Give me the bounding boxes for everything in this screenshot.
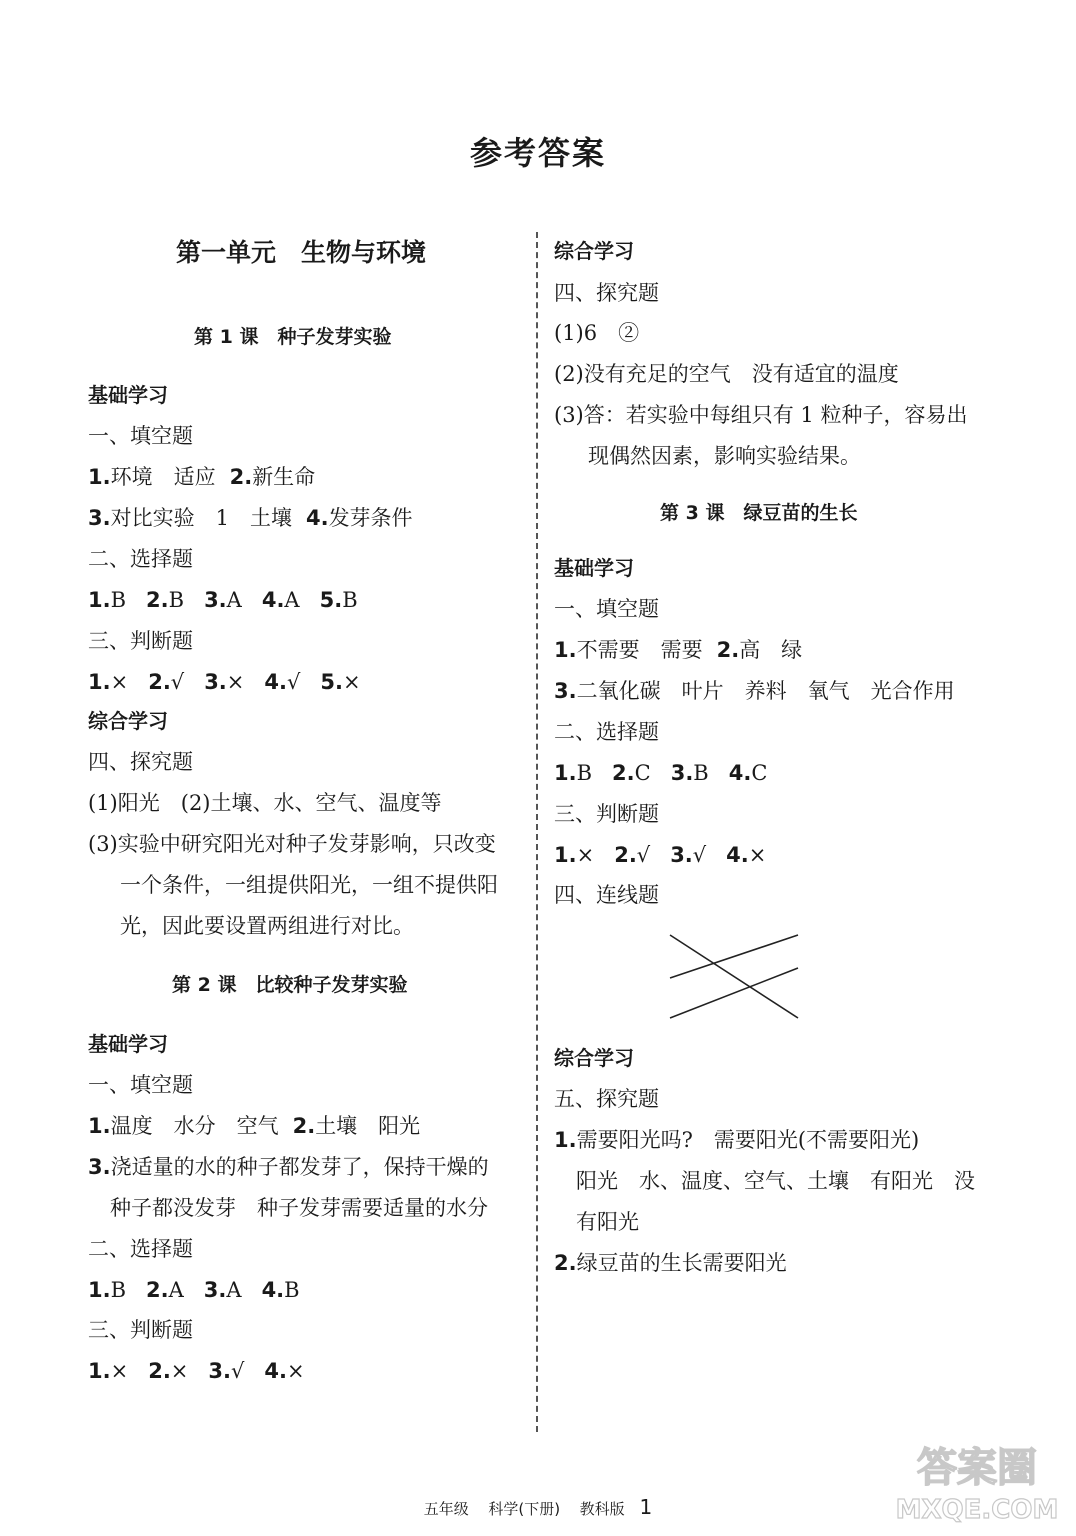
lesson3-choice-head: 二、选择题 [554,720,659,744]
lesson1-inq-head: 四、探究题 [88,750,193,774]
svg-text:MXQE.COM: MXQE.COM [895,1495,1059,1525]
lesson3-fill-line3: 3.二氧化碳 叶片 养料 氧气 光合作用 [554,679,955,703]
lesson2-comp: 综合学习 [554,239,634,263]
lesson2-inq-2: (2)没有充足的空气 没有适宜的温度 [554,362,899,386]
lesson3-inq-1b: 阳光 水、温度、空气、土壤 有阳光 没 [576,1169,975,1193]
lesson1-fill-head: 一、填空题 [88,424,193,448]
footer-subject: 科学(下册) [488,1500,561,1518]
lesson2-inq-head: 四、探究题 [554,281,659,305]
lesson1-judge: 1.× 2.√ 3.× 4.√ 5.× [88,670,361,694]
lesson2-fill-line3a: 3.浇适量的水的种子都发芽了，保持干燥的 [88,1155,489,1179]
footer-grade: 五年级 [423,1500,469,1518]
lesson3-inq-1c: 有阳光 [576,1210,639,1234]
match-line-2 [670,935,798,978]
lesson1-inq-1: (1)阳光 (2)土壤、水、空气、温度等 [88,791,442,815]
lesson2-fill-line3b: 种子都没发芽 种子发芽需要适量的水分 [110,1196,488,1220]
lesson1-fill-line1: 1.环境 适应 2.新生命 [88,465,316,489]
lesson2-inq-1: (1)6 ② [554,321,640,345]
lesson2-inq-3b: 现偶然因素，影响实验结果。 [588,444,861,468]
svg-text:答案圈: 答案圈 [917,1445,1037,1491]
lesson2-inq-3a: (3)答：若实验中每组只有 1 粒种子，容易出 [554,403,968,427]
column-divider [536,232,538,1432]
lesson1-judge-head: 三、判断题 [88,629,193,653]
lesson3-basic: 基础学习 [554,556,634,580]
lesson1-title: 第 1 课 种子发芽实验 [194,326,392,348]
lesson3-choice: 1.B 2.C 3.B 4.C [554,761,768,785]
lesson1-fill-line2: 3.对比实验 1 土壤 4.发芽条件 [88,506,413,530]
lesson2-choice: 1.B 2.A 3.A 4.B [88,1278,300,1302]
lesson1-comp: 综合学习 [88,709,168,733]
lesson2-judge-head: 三、判断题 [88,1318,193,1342]
lesson1-inq-3a: (3)实验中研究阳光对种子发芽影响，只改变 [88,832,496,856]
lesson3-inq-head: 五、探究题 [554,1087,659,1111]
lesson1-choice: 1.B 2.B 3.A 4.A 5.B [88,588,358,612]
lesson2-fill-line1: 1.温度 水分 空气 2.土壤 阳光 [88,1114,421,1138]
lesson3-judge: 1.× 2.√ 3.√ 4.× [554,843,767,867]
page-title: 参考答案 [469,134,606,172]
lesson3-fill-head: 一、填空题 [554,597,659,621]
unit-title: 第一单元 生物与环境 [176,238,427,267]
lesson3-fill-line1: 1.不需要 需要 2.高 绿 [554,638,803,662]
matching-lines-diagram [665,930,805,1025]
lesson3-inq-2: 2.绿豆苗的生长需要阳光 [554,1251,787,1275]
lesson3-title: 第 3 课 绿豆苗的生长 [660,502,858,524]
footer-edition: 教科版 [579,1500,625,1518]
lesson2-title: 第 2 课 比较种子发芽实验 [172,974,408,996]
lesson2-choice-head: 二、选择题 [88,1237,193,1261]
watermark-logo [889,1436,1064,1526]
lesson2-basic: 基础学习 [88,1032,168,1056]
lesson1-inq-3c: 光，因此要设置两组进行对比。 [120,914,414,938]
lesson2-fill-head: 一、填空题 [88,1073,193,1097]
lesson3-inq-1a: 1.需要阳光吗? 需要阳光(不需要阳光) [554,1128,920,1152]
lesson1-inq-3b: 一个条件，一组提供阳光，一组不提供阳 [120,873,498,897]
lesson3-comp: 综合学习 [554,1046,634,1070]
lesson1-choice-head: 二、选择题 [88,547,193,571]
match-line-1 [670,935,798,1018]
page-number: 1 [639,1495,653,1519]
lesson3-match-head: 四、连线题 [554,883,659,907]
lesson1-basic: 基础学习 [88,383,168,407]
lesson3-judge-head: 三、判断题 [554,802,659,826]
match-line-3 [670,968,798,1018]
lesson2-judge: 1.× 2.× 3.√ 4.× [88,1359,305,1383]
